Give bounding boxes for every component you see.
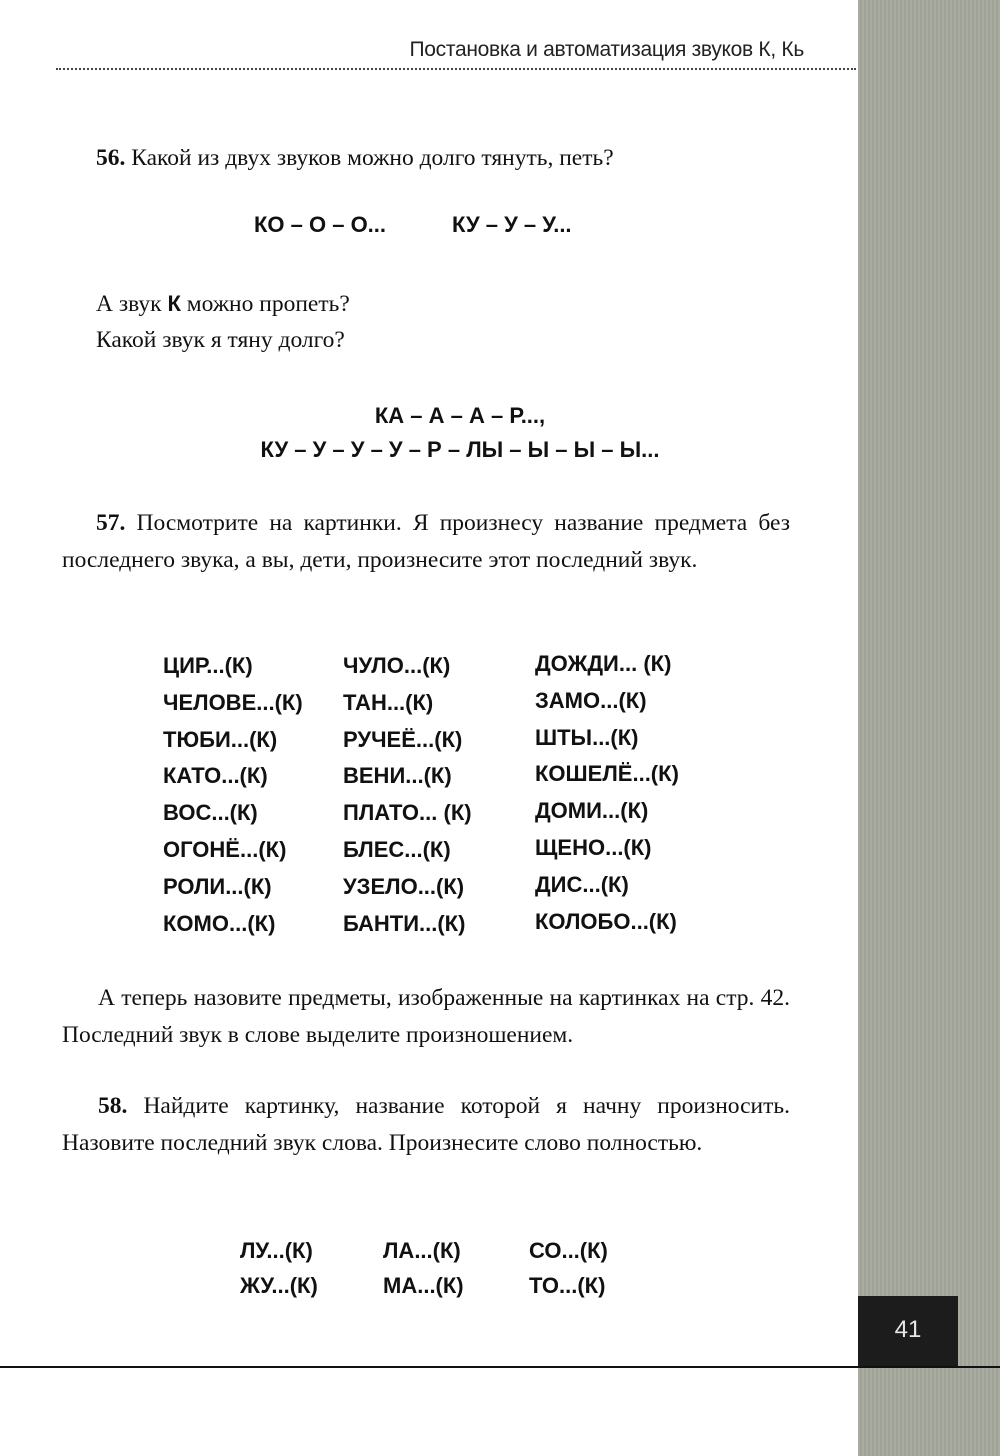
word-item: ЖУ...(К) bbox=[240, 1273, 318, 1298]
exercise-56-question-2 bbox=[96, 285, 856, 323]
word-item: КАТО...(К) bbox=[163, 763, 268, 789]
word-item: ТЮБИ...(К) bbox=[163, 726, 278, 752]
word-column-1 bbox=[163, 648, 303, 942]
word-item: КОЛОБО...(К) bbox=[535, 908, 677, 934]
word-column-3 bbox=[535, 646, 679, 940]
sound-example-ku: КУ – У – У... bbox=[452, 212, 572, 237]
word-column-3 bbox=[529, 1233, 608, 1303]
word-item: ДИС...(К) bbox=[535, 871, 629, 897]
page-number-box bbox=[858, 1296, 958, 1368]
exercise-56-question bbox=[96, 140, 856, 177]
word-column-1 bbox=[240, 1233, 318, 1303]
question-text: Какой из двух звуков можно долго тянуть, петь? bbox=[131, 145, 614, 171]
word-item: КОМО...(К) bbox=[163, 910, 276, 936]
word-item: ВОС...(К) bbox=[163, 800, 258, 826]
sound-example-ko: КО – О – О... bbox=[254, 212, 387, 237]
word-item: ЛУ...(К) bbox=[240, 1238, 313, 1263]
word-item: РУЧЕЁ...(К) bbox=[343, 726, 463, 752]
exercise-number: 57. bbox=[96, 510, 126, 536]
chant-line-2: КУ – У – У – У – Р – ЛЫ – Ы – Ы – Ы... bbox=[260, 437, 660, 462]
page-edge-band bbox=[858, 0, 1000, 1456]
exercise-number: 56. bbox=[96, 145, 126, 171]
word-item: УЗЕЛО...(К) bbox=[343, 873, 465, 899]
word-item: ДОМИ...(К) bbox=[535, 798, 649, 824]
word-item: ЧУЛО...(К) bbox=[343, 653, 451, 678]
letter-k: К bbox=[167, 291, 181, 316]
exercise-57-follow-up: А теперь назовите предметы, изображенные на картинках на стр. 42. Последний звук в слове выделите произношением. bbox=[62, 985, 790, 1048]
exercise-number: 58. bbox=[98, 1093, 128, 1119]
word-item: ЦИР...(К) bbox=[163, 653, 253, 678]
word-item: ЗАМО...(К) bbox=[535, 687, 647, 713]
word-item: ОГОНЁ...(К) bbox=[163, 836, 287, 862]
word-column-2 bbox=[383, 1233, 464, 1303]
word-item: МА...(К) bbox=[383, 1273, 464, 1298]
word-item: БАНТИ...(К) bbox=[343, 910, 466, 936]
page-number: 41 bbox=[894, 1316, 922, 1343]
word-item: СО...(К) bbox=[529, 1238, 608, 1263]
exercise-56-question-3: Какой звук я тяну долго? bbox=[96, 327, 345, 353]
word-item: ДОЖДИ... (К) bbox=[535, 651, 672, 676]
word-item: ЩЕНО...(К) bbox=[535, 834, 652, 860]
chant-line-1: КА – А – А – Р..., bbox=[374, 403, 546, 428]
word-item: ТАН...(К) bbox=[343, 689, 434, 715]
header-divider bbox=[56, 68, 856, 70]
word-item: ШТЫ...(К) bbox=[535, 724, 639, 750]
word-column-2 bbox=[343, 648, 472, 942]
word-item: ПЛАТО... (К) bbox=[343, 800, 472, 826]
word-item: ЧЕЛОВЕ...(К) bbox=[163, 689, 303, 715]
word-item: РОЛИ...(К) bbox=[163, 873, 272, 899]
word-item: ЛА...(К) bbox=[383, 1238, 461, 1263]
word-item: ТО...(К) bbox=[529, 1273, 606, 1298]
instruction-text: Посмотрите на картинки. Я произнесу название предмета без последнего звука, а вы, дети, произнесите этот последний звук. bbox=[62, 510, 790, 573]
running-header: Постановка и автоматизация звуков К, Кь bbox=[409, 38, 804, 61]
instruction-text: Найдите картинку, название которой я начну произносить. Назовите последний звук слова. Произнесите слово полностью. bbox=[62, 1093, 790, 1156]
word-item: БЛЕС...(К) bbox=[343, 836, 451, 862]
text-fragment: А звук bbox=[96, 291, 168, 317]
word-item: КОШЕЛЁ...(К) bbox=[535, 761, 679, 787]
word-item: ВЕНИ...(К) bbox=[343, 763, 452, 789]
text-fragment: можно пропеть? bbox=[180, 291, 350, 317]
exercise-57-instruction bbox=[62, 505, 790, 579]
footer-rule bbox=[0, 1366, 1000, 1368]
exercise-58-instruction bbox=[62, 1088, 790, 1162]
